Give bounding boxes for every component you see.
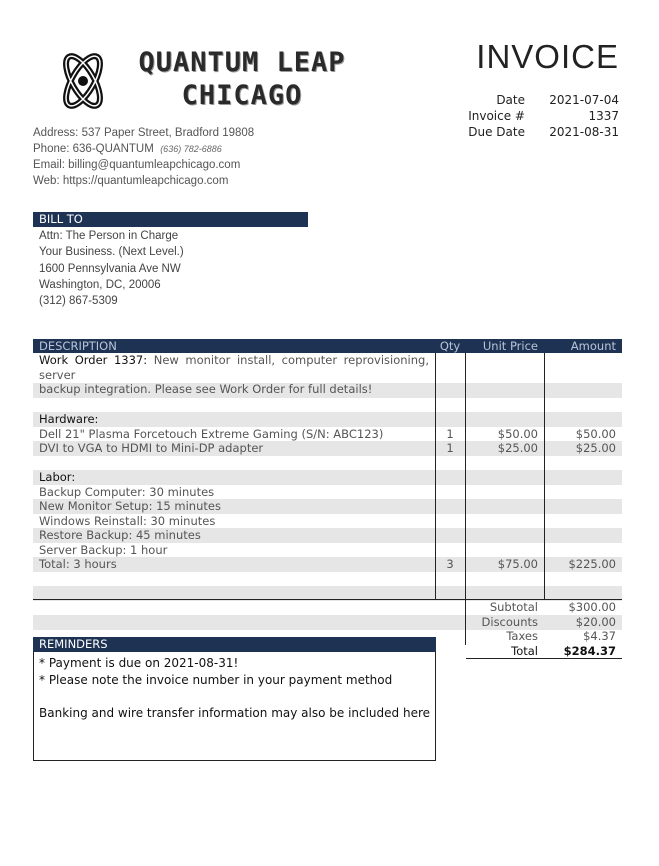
table-row: [33, 543, 622, 558]
table-header: [33, 339, 622, 353]
item-amount: $25.00: [575, 441, 616, 455]
bill-to-line: Your Business. (Next Level.): [39, 246, 184, 259]
col-unit-price: Unit Price: [482, 339, 538, 353]
table-row: [33, 456, 622, 471]
meta-label: Due Date: [468, 125, 525, 139]
work-order-text-1: New monitor install, computer reprovisioning, server: [39, 353, 429, 382]
item-unit-price: $50.00: [497, 426, 538, 441]
item-unit-price: $75.00: [497, 557, 538, 571]
item-qty: [435, 456, 465, 471]
item-qty: [435, 470, 465, 485]
line-items-table: [33, 339, 622, 630]
table-row: [33, 514, 622, 529]
company-phone-numeric: (636) 782-6886: [160, 144, 222, 154]
invoice-due-date-row: [419, 124, 619, 140]
item-unit-price: [465, 499, 544, 514]
bill-to-line: (312) 867-5309: [39, 295, 118, 308]
atom-icon: [50, 48, 116, 114]
company-name-line2: CHICAGO: [181, 80, 303, 111]
totals-label: Taxes: [506, 629, 538, 643]
totals-value: $4.37: [583, 629, 616, 643]
item-amount: [544, 470, 622, 485]
item-qty: [435, 485, 465, 500]
company-phone: Phone: 636-QUANTUM: [33, 143, 154, 155]
item-description: Total: 3 hours: [39, 557, 117, 571]
invoice-number-row: [419, 108, 619, 124]
total-row: [466, 644, 622, 660]
table-row: [33, 557, 622, 572]
item-qty: [435, 412, 465, 427]
item-amount: [544, 398, 622, 413]
table-row: [33, 398, 622, 413]
item-qty: [435, 514, 465, 529]
item-unit-price: [465, 485, 544, 500]
totals-block: [466, 600, 622, 659]
table-row: [33, 427, 622, 442]
item-qty: [435, 615, 465, 630]
item-description: Restore Backup: 45 minutes: [39, 528, 201, 542]
item-unit-price: [465, 528, 544, 543]
item-qty: 3: [446, 557, 454, 571]
item-unit-price: [465, 572, 544, 587]
table-body: [33, 383, 622, 630]
item-description: [33, 615, 435, 630]
work-order-label: Work Order 1337:: [39, 353, 148, 367]
table-row: [33, 572, 622, 587]
taxes-row: [466, 629, 622, 644]
company-address: Address: 537 Paper Street, Bradford 19808: [33, 127, 255, 139]
table-row: [33, 412, 622, 427]
item-qty: 1: [446, 426, 454, 441]
table-row: [33, 485, 622, 500]
bill-to-line: Attn: The Person in Charge: [39, 230, 179, 242]
bill-to-line: 1600 Pennsylvania Ave NW: [39, 262, 181, 275]
item-amount: [544, 383, 622, 398]
item-unit-price: [465, 398, 544, 413]
reminder-line: * Please note the invoice number in your payment method: [39, 672, 393, 687]
item-qty: [435, 528, 465, 543]
item-unit-price: [465, 383, 544, 398]
reminders-text: [39, 655, 430, 721]
item-amount: [544, 456, 622, 471]
item-amount: $50.00: [575, 426, 616, 441]
item-qty: [435, 398, 465, 413]
item-description: New Monitor Setup: 15 minutes: [39, 499, 221, 513]
bill-to-line: Washington, DC, 20006: [39, 278, 161, 291]
totals-value: $20.00: [575, 614, 616, 629]
totals-label: Subtotal: [489, 600, 538, 614]
table-row: [33, 441, 622, 456]
meta-value: 2021-07-04: [549, 93, 619, 107]
totals-label: Discounts: [481, 614, 538, 629]
item-description: Server Backup: 1 hour: [39, 542, 168, 557]
company-name-line1: QUANTUM LEAP: [138, 47, 346, 78]
item-description: DVI to VGA to HDMI to Mini-DP adapter: [39, 441, 264, 455]
table-row: [33, 528, 622, 543]
item-description: Windows Reinstall: 30 minutes: [39, 513, 216, 528]
item-description: Labor:: [39, 470, 76, 484]
item-amount: [544, 514, 622, 529]
reminders-heading: REMINDERS: [33, 637, 436, 652]
item-qty: [435, 572, 465, 587]
item-qty: 1: [446, 441, 454, 455]
item-amount: [544, 572, 622, 587]
item-qty: [435, 543, 465, 558]
col-qty: Qty: [439, 339, 461, 353]
reminder-line: * Payment is due on 2021-08-31!: [39, 656, 239, 670]
reminder-line: Banking and wire transfer information may also be included here: [39, 705, 431, 720]
item-unit-price: [465, 412, 544, 427]
invoice-meta: [419, 92, 619, 140]
item-amount: [544, 412, 622, 427]
company-email: Email: billing@quantumleapchicago.com: [33, 159, 241, 171]
item-description: Hardware:: [39, 412, 99, 426]
meta-value: 1337: [588, 109, 619, 123]
item-unit-price: $25.00: [497, 441, 538, 455]
item-amount: [544, 543, 622, 558]
item-description: Dell 21" Plasma Forcetouch Extreme Gaming (S/N: ABC123): [39, 426, 384, 441]
work-order-description: [33, 353, 435, 396]
item-unit-price: [465, 514, 544, 529]
item-description: [33, 601, 435, 616]
item-qty: [435, 499, 465, 514]
meta-value: 2021-08-31: [549, 125, 619, 139]
table-row: [33, 383, 622, 398]
company-address-block: [33, 125, 254, 189]
item-amount: $225.00: [568, 557, 616, 571]
item-qty: [435, 601, 465, 616]
item-unit-price: [465, 470, 544, 485]
item-description: Backup Computer: 30 minutes: [39, 484, 215, 499]
totals-value: $284.37: [563, 643, 616, 658]
subtotal-row: [466, 600, 622, 615]
invoice-date-row: [419, 92, 619, 108]
bill-to-heading: BILL TO: [33, 212, 308, 227]
company-logo: [50, 46, 360, 116]
meta-label: Date: [496, 93, 525, 107]
item-description: [33, 398, 435, 413]
item-description: [33, 456, 435, 471]
column-divider: [544, 353, 545, 599]
column-divider: [435, 353, 436, 599]
discounts-row: [466, 615, 622, 630]
bill-to-lines: [39, 228, 184, 309]
item-qty: [435, 383, 465, 398]
work-order-row: [33, 353, 622, 396]
invoice-title: INVOICE: [476, 38, 619, 75]
item-amount: [544, 528, 622, 543]
table-row: [33, 470, 622, 485]
item-description: [33, 572, 435, 587]
col-amount: Amount: [570, 339, 616, 353]
work-order-text-2: backup integration. Please see Work Order for full details!: [39, 382, 373, 396]
item-description: [33, 383, 435, 398]
item-unit-price: [465, 543, 544, 558]
company-phone-line: [33, 141, 254, 157]
company-web: Web: https://quantumleapchicago.com: [33, 175, 229, 187]
item-amount: [544, 499, 622, 514]
totals-value: $300.00: [568, 600, 616, 614]
item-unit-price: [465, 456, 544, 471]
col-description: DESCRIPTION: [39, 339, 117, 353]
table-row: [33, 499, 622, 514]
item-amount: [544, 485, 622, 500]
meta-label: Invoice #: [468, 109, 525, 123]
totals-label: Total: [511, 643, 538, 658]
